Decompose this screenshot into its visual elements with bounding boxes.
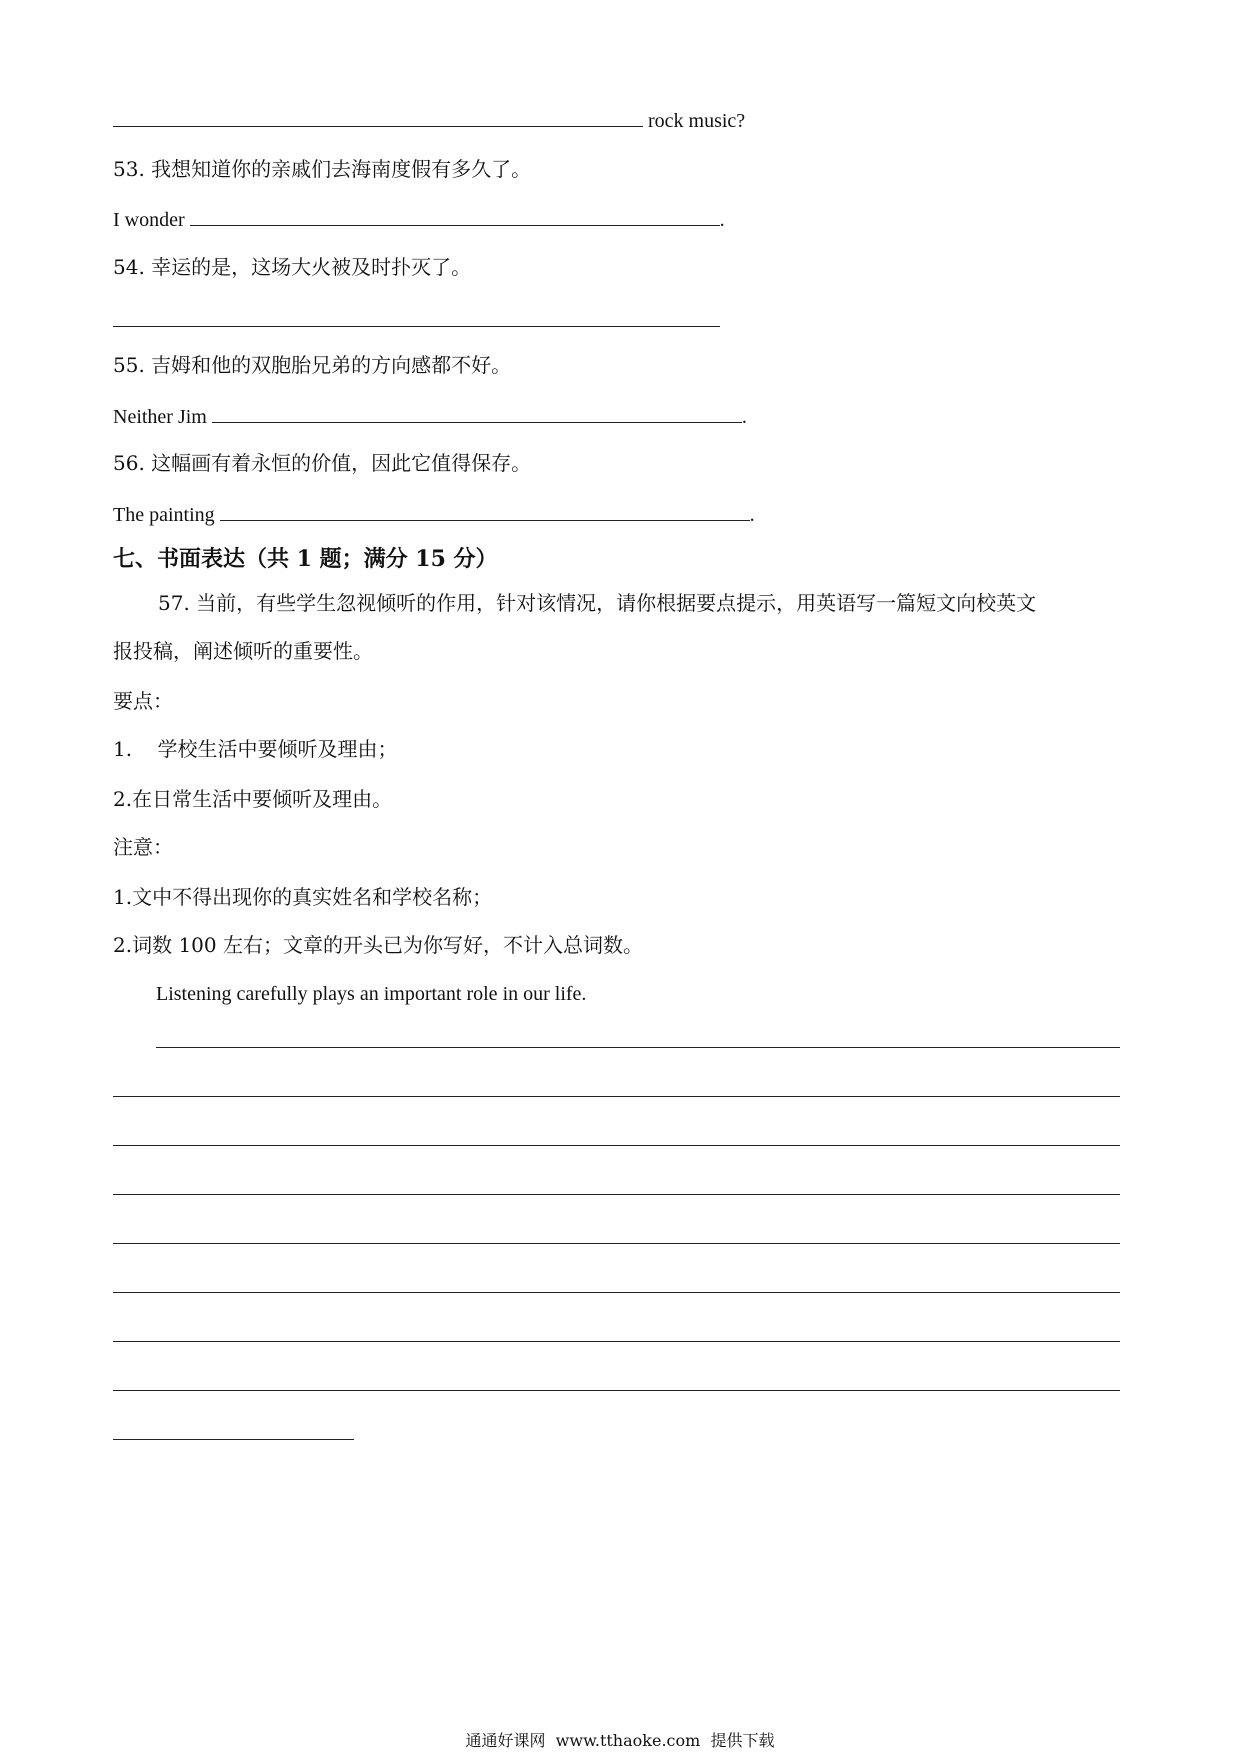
q55-prompt: 55. 吉姆和他的双胞胎兄弟的方向感都不好。 — [113, 353, 512, 377]
q54-prompt: 54. 幸运的是，这场大火被及时扑灭了。 — [113, 255, 472, 279]
q53-lead-text: I wonder — [113, 209, 185, 231]
writing-line[interactable] — [113, 1096, 1120, 1097]
q57-prompt-line2: 报投稿，阐述倾听的重要性。 — [113, 639, 373, 663]
writing-line[interactable] — [113, 1243, 1120, 1244]
points-label: 要点： — [113, 689, 173, 713]
q57-prompt-line1: 57. 当前，有些学生忽视倾听的作用，针对该情况，请你根据要点提示，用英语写一篇短文向校英文 — [158, 591, 1037, 615]
q55-lead-text: Neither Jim — [113, 406, 207, 428]
q56-lead-text: The painting — [113, 504, 215, 526]
section7-heading: 七、书面表达（共 1 题；满分 15 分） — [113, 546, 498, 572]
q56-blank[interactable] — [220, 500, 750, 521]
q53-blank[interactable] — [190, 205, 720, 226]
writing-line[interactable] — [113, 1145, 1120, 1146]
point-1: 1. 学校生活中要倾听及理由； — [113, 737, 398, 761]
note-2: 2.词数 100 左右；文章的开头已为你写好，不计入总词数。 — [113, 933, 643, 957]
point-2: 2.在日常生活中要倾听及理由。 — [113, 787, 393, 811]
q52-answer-line — [113, 106, 745, 134]
writing-line[interactable] — [113, 1292, 1120, 1293]
writing-line[interactable] — [113, 1194, 1120, 1195]
q52-blank[interactable] — [113, 106, 643, 127]
footer-credit: 通通好课网 www.tthaoke.com 提供下载 — [465, 1731, 775, 1750]
writing-line-last[interactable] — [113, 1439, 354, 1440]
q56-answer-line — [113, 500, 755, 528]
notes-label: 注意： — [113, 835, 173, 859]
writing-line[interactable] — [113, 1341, 1120, 1342]
q54-blank[interactable] — [113, 326, 720, 327]
writing-line[interactable] — [113, 1390, 1120, 1391]
q56-prompt: 56. 这幅画有着永恒的价值，因此它值得保存。 — [113, 451, 532, 475]
q53-end: . — [719, 209, 725, 231]
q53-prompt: 53. 我想知道你的亲戚们去海南度假有多久了。 — [113, 157, 532, 181]
note-1: 1.文中不得出现你的真实姓名和学校名称； — [113, 885, 493, 909]
q55-end: . — [741, 406, 747, 428]
writing-line[interactable] — [156, 1047, 1120, 1048]
q55-answer-line — [113, 402, 747, 430]
essay-opening: Listening carefully plays an important role in our life. — [156, 983, 587, 1005]
q55-blank[interactable] — [212, 402, 742, 423]
q56-end: . — [749, 504, 755, 526]
q52-tail-text: rock music? — [648, 110, 746, 132]
q53-answer-line — [113, 205, 725, 233]
